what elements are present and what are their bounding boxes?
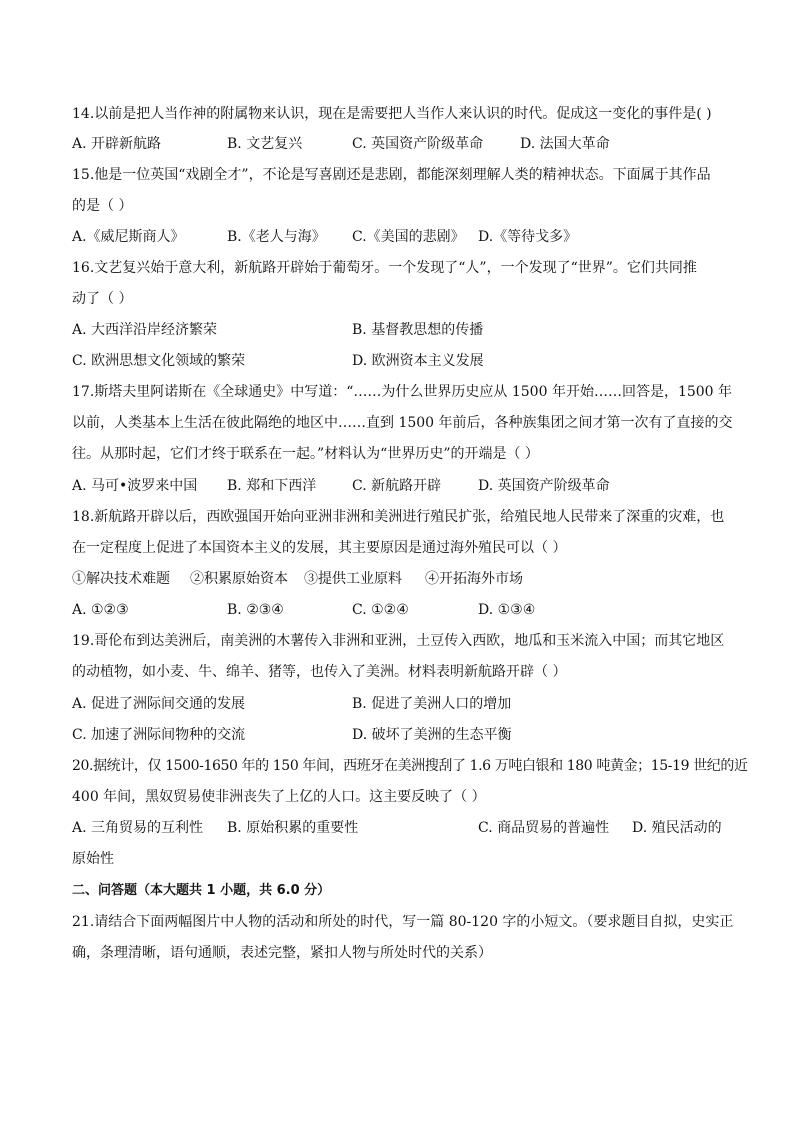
q20-option-a: A. 三角贸易的互利性 xyxy=(72,820,204,836)
q14-option-a: A. 开辟新航路 xyxy=(72,136,162,152)
q19-stem-line-1: 19.哥伦布到达美洲后，南美洲的木薯传入非洲和亚洲，土豆传入西欧，地瓜和玉米流入中国；而其它地区 xyxy=(72,633,725,649)
q18-option-d: D. ①③④ xyxy=(478,602,536,618)
q20-option-d-continued: 原始性 xyxy=(72,851,114,867)
q18-stem-line-1: 18.新航路开辟以后，西欧强国开始向亚洲非洲和美洲进行殖民扩张，给殖民地人民带来了深重的灾难，也 xyxy=(72,509,725,525)
q16-option-d: D. 欧洲资本主义发展 xyxy=(352,353,484,369)
q15-option-c: C.《美国的悲剧》 xyxy=(352,229,465,245)
q16-option-c: C. 欧洲思想文化领域的繁荣 xyxy=(72,353,246,369)
q15-option-b: B.《老人与海》 xyxy=(227,229,326,245)
section-2-heading: 二、问答题（本大题共 1 小题，共 6.0 分） xyxy=(72,883,331,898)
q17-option-b: B. 郑和下西洋 xyxy=(227,478,317,494)
q20-stem-line-1: 20.据统计，仅 1500-1650 年的 150 年间，西班牙在美洲搜刮了 1.6 万吨白银和 180 吨黄金；15-19 世纪的近 xyxy=(72,758,748,774)
q16-option-b: B. 基督教思想的传播 xyxy=(352,322,484,338)
q17-option-d: D. 英国资产阶级革命 xyxy=(478,478,610,494)
q18-option-a: A. ①②③ xyxy=(72,602,129,618)
q19-option-d: D. 破坏了美洲的生态平衡 xyxy=(352,727,512,743)
q15-stem-line-2: 的是（ ） xyxy=(72,198,133,214)
q16-stem-line-2: 动了（ ） xyxy=(72,291,133,307)
q15-option-a: A.《威尼斯商人》 xyxy=(72,229,185,245)
q15-stem-line-1: 15.他是一位英国“戏剧全才”，不论是写喜剧还是悲剧，都能深刻理解人类的精神状态。下面属于其作品 xyxy=(72,167,711,183)
q16-option-a: A. 大西洋沿岸经济繁荣 xyxy=(72,322,218,338)
q14-stem: 14.以前是把人当作神的附属物来认识，现在是需要把人当作人来认识的时代。促成这一变化的事件是( ) xyxy=(72,106,712,122)
q18-item-3: ③提供工业原料 xyxy=(304,571,402,587)
q17-option-c: C. 新航路开辟 xyxy=(352,478,442,494)
q18-item-1: ①解决技术难题 xyxy=(72,571,170,587)
q19-option-a: A. 促进了洲际间交通的发展 xyxy=(72,696,246,712)
q19-option-b: B. 促进了美洲人口的增加 xyxy=(352,696,512,712)
q14-option-b: B. 文艺复兴 xyxy=(227,136,303,152)
q15-option-d: D.《等待戈多》 xyxy=(478,229,578,245)
q19-option-c: C. 加速了洲际间物种的交流 xyxy=(72,727,246,743)
q17-stem-line-1: 17.斯塔夫里阿诺斯在《全球通史》中写道：“……为什么世界历史应从 1500 年开始……回答是，1500 年 xyxy=(72,384,733,400)
q20-stem-line-2: 400 年间，黑奴贸易使非洲丧失了上亿的人口。这主要反映了（ ） xyxy=(72,789,486,805)
q14-option-c: C. 英国资产阶级革命 xyxy=(352,136,484,152)
q16-stem-line-1: 16.文艺复兴始于意大利，新航路开辟始于葡萄牙。一个发现了“人”，一个发现了“世界”。它们共同推 xyxy=(72,260,697,276)
q20-option-c: C. 商品贸易的普遍性 xyxy=(478,820,610,836)
q18-option-b: B. ②③④ xyxy=(227,602,284,618)
q18-option-c: C. ①②④ xyxy=(352,602,409,618)
q19-stem-line-2: 的动植物，如小麦、牛、绵羊、猪等，也传入了美洲。材料表明新航路开辟（ ） xyxy=(72,664,567,680)
q17-option-a: A. 马可•波罗来中国 xyxy=(72,478,198,494)
q18-item-2: ②积累原始资本 xyxy=(190,571,288,587)
q21-stem-line-1: 21.请结合下面两幅图片中人物的活动和所处的时代，写一篇 80-120 字的小短文。（要求题目自拟，史实正 xyxy=(72,914,734,930)
q17-stem-line-3: 往。从那时起，它们才终于联系在一起。”材料认为“世界历史”的开端是（ ） xyxy=(72,446,539,462)
q18-stem-line-2: 在一定程度上促进了本国资本主义的发展，其主要原因是通过海外殖民可以（ ） xyxy=(72,540,567,556)
q20-option-d: D. 殖民活动的 xyxy=(632,820,722,836)
q17-stem-line-2: 以前，人类基本上生活在彼此隔绝的地区中……直到 1500 年前后，各种族集团之间才第一次有了直接的交 xyxy=(72,415,733,431)
q21-stem-line-2: 确，条理清晰，语句通顺，表述完整，紧扣人物与所处时代的关系） xyxy=(72,945,492,961)
q20-option-b: B. 原始积累的重要性 xyxy=(227,820,359,836)
q18-item-4: ④开拓海外市场 xyxy=(425,571,523,587)
q14-option-d: D. 法国大革命 xyxy=(520,136,610,152)
